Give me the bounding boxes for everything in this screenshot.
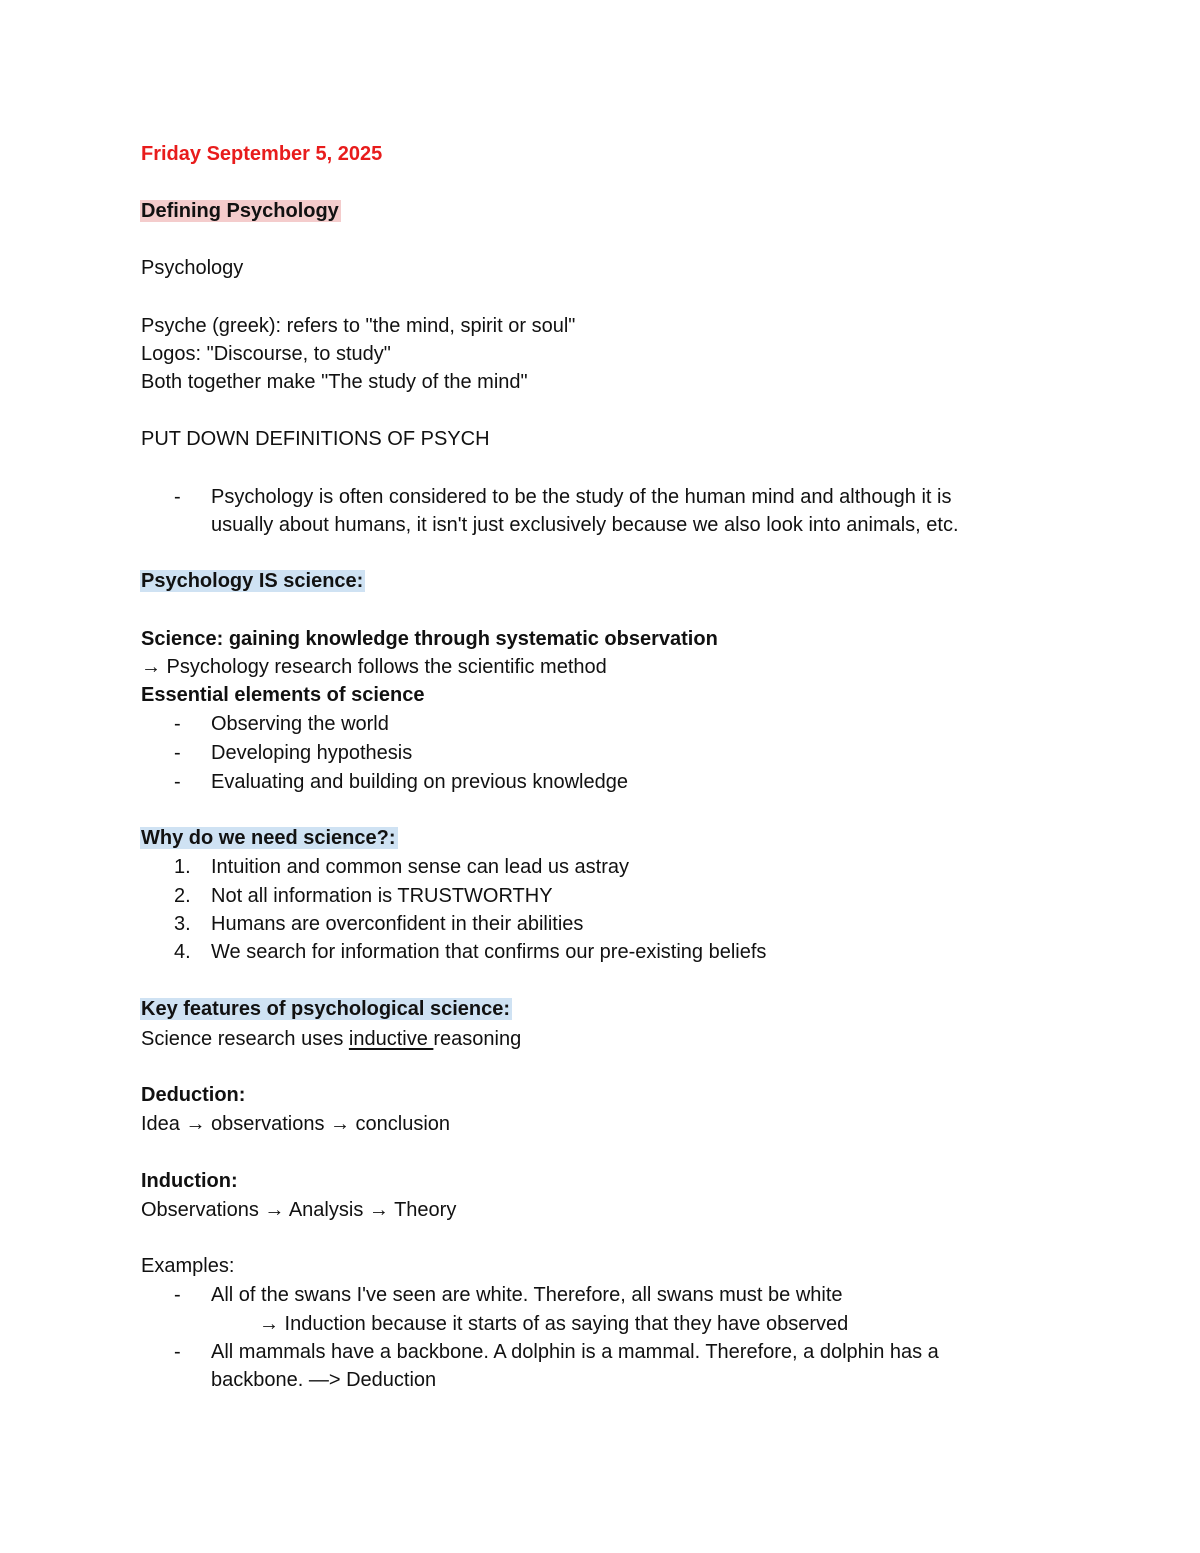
list-number: 2. xyxy=(174,885,191,907)
bullet-dash: - xyxy=(174,486,181,508)
induction-heading: Induction: xyxy=(141,1170,238,1192)
list-item: Not all information is TRUSTWORTHY xyxy=(211,885,553,907)
heading-highlight: Defining Psychology xyxy=(141,200,339,222)
bullet-text-line2: usually about humans, it isn't just exclusively because we also look into animals, etc. xyxy=(211,514,959,536)
example-swans: All of the swans I've seen are white. Therefore, all swans must be white xyxy=(211,1284,843,1306)
instruction-line: PUT DOWN DEFINITIONS OF PSYCH xyxy=(141,428,490,450)
section-heading-defining-psychology xyxy=(141,197,341,225)
deduction-flow: Idea → observations → conclusion xyxy=(141,1113,451,1135)
reasoning-line xyxy=(141,1025,521,1053)
list-item: Intuition and common sense can lead us astray xyxy=(211,856,630,878)
list-item: We search for information that confirms our pre-existing beliefs xyxy=(211,941,767,963)
heading-highlight: Why do we need science?: xyxy=(141,827,396,849)
section-heading-psychology-is-science xyxy=(141,567,365,595)
combined-definition: Both together make "The study of the mind" xyxy=(141,371,528,393)
bullet-text-line1: Psychology is often considered to be the study of the human mind and although it is xyxy=(211,486,952,508)
example-swans-note: → Induction because it starts of as saying that they have observed xyxy=(259,1313,849,1335)
list-number: 3. xyxy=(174,913,191,935)
essential-elements-heading: Essential elements of science xyxy=(141,684,425,706)
section-heading-key-features xyxy=(141,995,512,1023)
example-dolphin-line2: backbone. —> Deduction xyxy=(211,1369,437,1391)
deduction-heading: Deduction: xyxy=(141,1084,246,1106)
list-item: Humans are overconfident in their abilities xyxy=(211,913,584,935)
heading-highlight: Key features of psychological science: xyxy=(141,998,511,1020)
science-definition: Science: gaining knowledge through systematic observation xyxy=(141,628,718,650)
bullet-dash: - xyxy=(174,742,181,764)
bullet-dash: - xyxy=(174,1284,181,1306)
date-title: Friday September 5, 2025 xyxy=(141,143,383,165)
list-item: Developing hypothesis xyxy=(211,742,413,764)
examples-label: Examples: xyxy=(141,1255,235,1277)
reasoning-text: Science research uses xyxy=(141,1028,349,1050)
list-number: 1. xyxy=(174,856,191,878)
term-psychology: Psychology xyxy=(141,257,244,279)
bullet-dash: - xyxy=(174,713,181,735)
reasoning-text-end: reasoning xyxy=(433,1028,522,1050)
heading-highlight: Psychology IS science: xyxy=(141,570,364,592)
inductive-underlined: inductive xyxy=(348,1028,434,1050)
list-item: Observing the world xyxy=(211,713,389,735)
scientific-method-line: → Psychology research follows the scientific method xyxy=(141,656,607,678)
list-number: 4. xyxy=(174,941,191,963)
list-item: Evaluating and building on previous knowledge xyxy=(211,771,628,793)
section-heading-why-science xyxy=(141,824,398,852)
bullet-dash: - xyxy=(174,771,181,793)
example-dolphin-line1: All mammals have a backbone. A dolphin is a mammal. Therefore, a dolphin has a xyxy=(211,1341,939,1363)
induction-flow: Observations → Analysis → Theory xyxy=(141,1199,457,1221)
logos-definition: Logos: "Discourse, to study" xyxy=(141,343,391,365)
psyche-definition: Psyche (greek): refers to "the mind, spirit or soul" xyxy=(141,315,576,337)
bullet-dash: - xyxy=(174,1341,181,1363)
